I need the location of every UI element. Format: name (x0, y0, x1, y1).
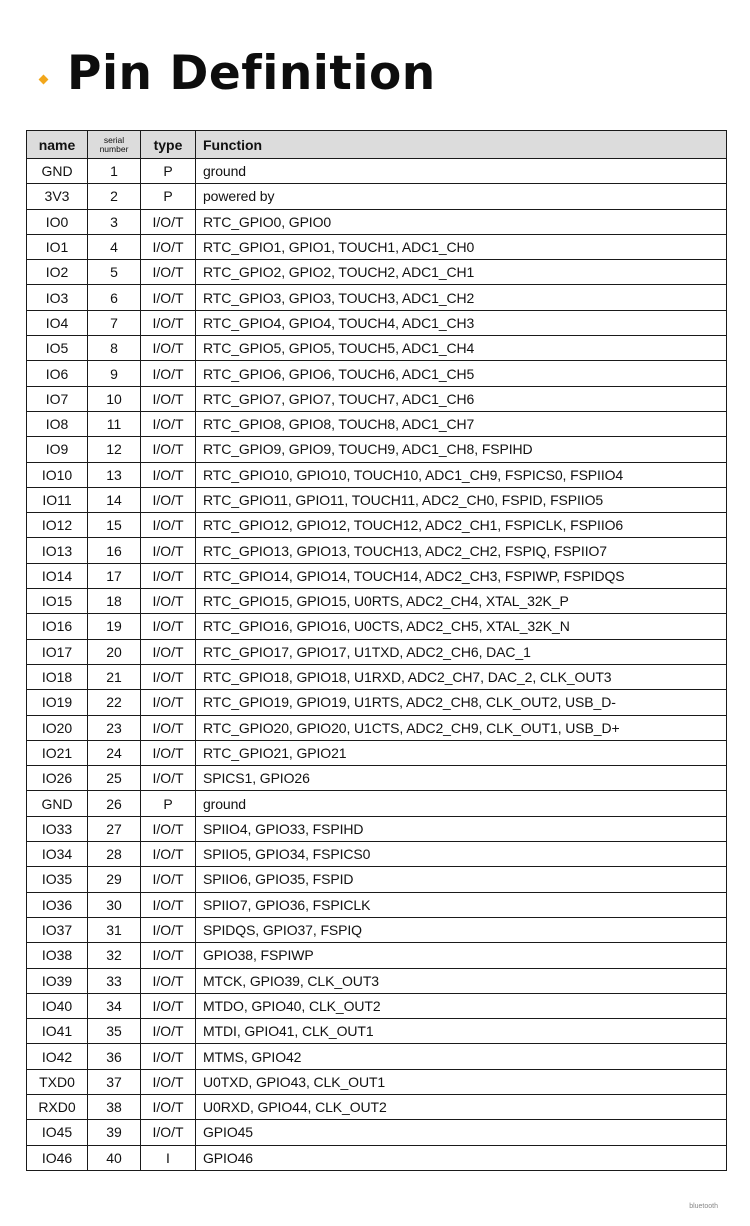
type-cell: I/O/T (141, 209, 196, 234)
header-type: type (141, 131, 196, 159)
table-row (27, 1044, 727, 1069)
table-row (27, 690, 727, 715)
header-serial-label: serial number (99, 134, 129, 154)
serial-number-cell: 21 (88, 664, 141, 689)
type-cell: I/O/T (141, 361, 196, 386)
type-cell: I/O/T (141, 487, 196, 512)
serial-number-cell: 5 (88, 260, 141, 285)
table-row (27, 209, 727, 234)
type-cell: I/O/T (141, 968, 196, 993)
table-row (27, 664, 727, 689)
table-row (27, 361, 727, 386)
table-row (27, 285, 727, 310)
table-row (27, 1094, 727, 1119)
table-row (27, 791, 727, 816)
serial-number-cell: 30 (88, 892, 141, 917)
serial-number-cell: 15 (88, 513, 141, 538)
function-cell: ground (196, 791, 727, 816)
function-cell: MTCK, GPIO39, CLK_OUT3 (196, 968, 727, 993)
type-cell: I/O/T (141, 589, 196, 614)
function-cell: RTC_GPIO18, GPIO18, U1RXD, ADC2_CH7, DAC_2, CLK_OUT3 (196, 664, 727, 689)
pin-name-cell: IO35 (27, 867, 88, 892)
type-cell: P (141, 791, 196, 816)
function-cell: SPIIO7, GPIO36, FSPICLK (196, 892, 727, 917)
table-row (27, 740, 727, 765)
function-cell: RTC_GPIO6, GPIO6, TOUCH6, ADC1_CH5 (196, 361, 727, 386)
table-row (27, 867, 727, 892)
table-row (27, 842, 727, 867)
pin-name-cell: IO14 (27, 563, 88, 588)
serial-number-cell: 6 (88, 285, 141, 310)
type-cell: I/O/T (141, 1069, 196, 1094)
table-row (27, 336, 727, 361)
type-cell: I/O/T (141, 816, 196, 841)
pin-name-cell: IO6 (27, 361, 88, 386)
serial-number-cell: 36 (88, 1044, 141, 1069)
function-cell: RTC_GPIO8, GPIO8, TOUCH8, ADC1_CH7 (196, 411, 727, 436)
function-cell: RTC_GPIO10, GPIO10, TOUCH10, ADC1_CH9, FSPICS0, FSPIIO4 (196, 462, 727, 487)
type-cell: I/O/T (141, 842, 196, 867)
table-body (27, 159, 727, 1171)
type-cell: I/O/T (141, 1094, 196, 1119)
serial-number-cell: 20 (88, 639, 141, 664)
serial-number-cell: 25 (88, 766, 141, 791)
pin-name-cell: RXD0 (27, 1094, 88, 1119)
function-cell: RTC_GPIO16, GPIO16, U0CTS, ADC2_CH5, XTAL_32K_N (196, 614, 727, 639)
function-cell: RTC_GPIO3, GPIO3, TOUCH3, ADC1_CH2 (196, 285, 727, 310)
table-header-row (27, 131, 727, 159)
function-cell: RTC_GPIO12, GPIO12, TOUCH12, ADC2_CH1, FSPICLK, FSPIIO6 (196, 513, 727, 538)
table-row (27, 1145, 727, 1170)
function-cell: RTC_GPIO11, GPIO11, TOUCH11, ADC2_CH0, FSPID, FSPIIO5 (196, 487, 727, 512)
bullet-diamond-icon (39, 74, 49, 84)
serial-number-cell: 24 (88, 740, 141, 765)
pin-name-cell: TXD0 (27, 1069, 88, 1094)
type-cell: I/O/T (141, 285, 196, 310)
pin-name-cell: IO19 (27, 690, 88, 715)
table-row (27, 993, 727, 1018)
pin-name-cell: IO12 (27, 513, 88, 538)
pin-name-cell: GND (27, 159, 88, 184)
table-row (27, 639, 727, 664)
serial-number-cell: 7 (88, 310, 141, 335)
function-cell: U0RXD, GPIO44, CLK_OUT2 (196, 1094, 727, 1119)
function-cell: U0TXD, GPIO43, CLK_OUT1 (196, 1069, 727, 1094)
function-cell: RTC_GPIO9, GPIO9, TOUCH9, ADC1_CH8, FSPIHD (196, 437, 727, 462)
table-row (27, 917, 727, 942)
pin-name-cell: IO18 (27, 664, 88, 689)
serial-number-cell: 35 (88, 1019, 141, 1044)
type-cell: I/O/T (141, 1044, 196, 1069)
type-cell: I/O/T (141, 690, 196, 715)
function-cell: RTC_GPIO19, GPIO19, U1RTS, ADC2_CH8, CLK_OUT2, USB_D- (196, 690, 727, 715)
pin-name-cell: IO38 (27, 943, 88, 968)
table-row (27, 892, 727, 917)
type-cell: I/O/T (141, 336, 196, 361)
header-serial-number (88, 131, 141, 159)
type-cell: I (141, 1145, 196, 1170)
pin-name-cell: IO17 (27, 639, 88, 664)
pin-name-cell: IO39 (27, 968, 88, 993)
pin-name-cell: IO10 (27, 462, 88, 487)
function-cell: GPIO46 (196, 1145, 727, 1170)
header-function: Function (196, 131, 727, 159)
type-cell: I/O/T (141, 614, 196, 639)
table-row (27, 943, 727, 968)
footnote: bluetooth (689, 1203, 718, 1210)
pin-name-cell: IO0 (27, 209, 88, 234)
pin-name-cell: IO36 (27, 892, 88, 917)
function-cell: SPIDQS, GPIO37, FSPIQ (196, 917, 727, 942)
serial-number-cell: 17 (88, 563, 141, 588)
pin-name-cell: IO34 (27, 842, 88, 867)
type-cell: I/O/T (141, 513, 196, 538)
type-cell: I/O/T (141, 260, 196, 285)
function-cell: MTDO, GPIO40, CLK_OUT2 (196, 993, 727, 1018)
type-cell: I/O/T (141, 740, 196, 765)
type-cell: I/O/T (141, 867, 196, 892)
pin-name-cell: IO40 (27, 993, 88, 1018)
pin-name-cell: IO26 (27, 766, 88, 791)
type-cell: I/O/T (141, 639, 196, 664)
type-cell: I/O/T (141, 766, 196, 791)
serial-number-cell: 27 (88, 816, 141, 841)
function-cell: SPIIO5, GPIO34, FSPICS0 (196, 842, 727, 867)
table-row (27, 563, 727, 588)
pin-name-cell: 3V3 (27, 184, 88, 209)
pin-name-cell: IO4 (27, 310, 88, 335)
table-row (27, 437, 727, 462)
function-cell: powered by (196, 184, 727, 209)
pin-name-cell: IO13 (27, 538, 88, 563)
serial-number-cell: 28 (88, 842, 141, 867)
type-cell: I/O/T (141, 1120, 196, 1145)
table-row (27, 386, 727, 411)
serial-number-cell: 37 (88, 1069, 141, 1094)
pin-name-cell: GND (27, 791, 88, 816)
type-cell: P (141, 159, 196, 184)
function-cell: ground (196, 159, 727, 184)
function-cell: GPIO45 (196, 1120, 727, 1145)
serial-number-cell: 12 (88, 437, 141, 462)
type-cell: I/O/T (141, 917, 196, 942)
function-cell: SPIIO6, GPIO35, FSPID (196, 867, 727, 892)
serial-number-cell: 13 (88, 462, 141, 487)
table-row (27, 310, 727, 335)
table-row (27, 766, 727, 791)
pin-name-cell: IO2 (27, 260, 88, 285)
type-cell: I/O/T (141, 563, 196, 588)
function-cell: RTC_GPIO21, GPIO21 (196, 740, 727, 765)
table-row (27, 159, 727, 184)
type-cell: I/O/T (141, 411, 196, 436)
serial-number-cell: 38 (88, 1094, 141, 1119)
type-cell: I/O/T (141, 943, 196, 968)
table-row (27, 260, 727, 285)
serial-number-cell: 40 (88, 1145, 141, 1170)
pin-name-cell: IO16 (27, 614, 88, 639)
table-row (27, 968, 727, 993)
serial-number-cell: 14 (88, 487, 141, 512)
serial-number-cell: 4 (88, 234, 141, 259)
pin-name-cell: IO15 (27, 589, 88, 614)
pin-name-cell: IO3 (27, 285, 88, 310)
type-cell: I/O/T (141, 234, 196, 259)
serial-number-cell: 2 (88, 184, 141, 209)
function-cell: RTC_GPIO7, GPIO7, TOUCH7, ADC1_CH6 (196, 386, 727, 411)
table-row (27, 816, 727, 841)
table-row (27, 184, 727, 209)
header-name: name (27, 131, 88, 159)
serial-number-cell: 3 (88, 209, 141, 234)
table-row (27, 1069, 727, 1094)
pin-definition-table (26, 130, 727, 1171)
function-cell: SPICS1, GPIO26 (196, 766, 727, 791)
function-cell: RTC_GPIO1, GPIO1, TOUCH1, ADC1_CH0 (196, 234, 727, 259)
table-row (27, 234, 727, 259)
pin-name-cell: IO7 (27, 386, 88, 411)
serial-number-cell: 8 (88, 336, 141, 361)
type-cell: I/O/T (141, 462, 196, 487)
function-cell: RTC_GPIO4, GPIO4, TOUCH4, ADC1_CH3 (196, 310, 727, 335)
pin-name-cell: IO21 (27, 740, 88, 765)
serial-number-cell: 34 (88, 993, 141, 1018)
function-cell: SPIIO4, GPIO33, FSPIHD (196, 816, 727, 841)
serial-number-cell: 22 (88, 690, 141, 715)
serial-number-cell: 32 (88, 943, 141, 968)
serial-number-cell: 1 (88, 159, 141, 184)
function-cell: RTC_GPIO14, GPIO14, TOUCH14, ADC2_CH3, FSPIWP, FSPIDQS (196, 563, 727, 588)
type-cell: I/O/T (141, 715, 196, 740)
type-cell: I/O/T (141, 993, 196, 1018)
serial-number-cell: 11 (88, 411, 141, 436)
type-cell: I/O/T (141, 1019, 196, 1044)
serial-number-cell: 16 (88, 538, 141, 563)
serial-number-cell: 29 (88, 867, 141, 892)
table-row (27, 411, 727, 436)
serial-number-cell: 33 (88, 968, 141, 993)
table-row (27, 513, 727, 538)
type-cell: I/O/T (141, 437, 196, 462)
serial-number-cell: 9 (88, 361, 141, 386)
type-cell: P (141, 184, 196, 209)
function-cell: GPIO38, FSPIWP (196, 943, 727, 968)
serial-number-cell: 39 (88, 1120, 141, 1145)
pin-name-cell: IO37 (27, 917, 88, 942)
function-cell: RTC_GPIO15, GPIO15, U0RTS, ADC2_CH4, XTAL_32K_P (196, 589, 727, 614)
type-cell: I/O/T (141, 892, 196, 917)
pin-name-cell: IO8 (27, 411, 88, 436)
table-row (27, 589, 727, 614)
function-cell: MTMS, GPIO42 (196, 1044, 727, 1069)
serial-number-cell: 31 (88, 917, 141, 942)
type-cell: I/O/T (141, 386, 196, 411)
function-cell: MTDI, GPIO41, CLK_OUT1 (196, 1019, 727, 1044)
serial-number-cell: 26 (88, 791, 141, 816)
page-heading (40, 38, 436, 108)
page-title: Pin Definition (67, 45, 436, 101)
function-cell: RTC_GPIO20, GPIO20, U1CTS, ADC2_CH9, CLK_OUT1, USB_D+ (196, 715, 727, 740)
serial-number-cell: 19 (88, 614, 141, 639)
pin-name-cell: IO33 (27, 816, 88, 841)
pin-name-cell: IO41 (27, 1019, 88, 1044)
table-row (27, 1019, 727, 1044)
table-row (27, 1120, 727, 1145)
serial-number-cell: 10 (88, 386, 141, 411)
table-row (27, 487, 727, 512)
pin-name-cell: IO1 (27, 234, 88, 259)
type-cell: I/O/T (141, 664, 196, 689)
serial-number-cell: 18 (88, 589, 141, 614)
function-cell: RTC_GPIO17, GPIO17, U1TXD, ADC2_CH6, DAC_1 (196, 639, 727, 664)
pin-table-container (26, 130, 726, 1171)
pin-name-cell: IO46 (27, 1145, 88, 1170)
pin-name-cell: IO42 (27, 1044, 88, 1069)
function-cell: RTC_GPIO2, GPIO2, TOUCH2, ADC1_CH1 (196, 260, 727, 285)
pin-name-cell: IO11 (27, 487, 88, 512)
function-cell: RTC_GPIO5, GPIO5, TOUCH5, ADC1_CH4 (196, 336, 727, 361)
pin-name-cell: IO9 (27, 437, 88, 462)
table-row (27, 538, 727, 563)
table-row (27, 715, 727, 740)
type-cell: I/O/T (141, 310, 196, 335)
pin-name-cell: IO45 (27, 1120, 88, 1145)
serial-number-cell: 23 (88, 715, 141, 740)
table-row (27, 462, 727, 487)
function-cell: RTC_GPIO0, GPIO0 (196, 209, 727, 234)
function-cell: RTC_GPIO13, GPIO13, TOUCH13, ADC2_CH2, FSPIQ, FSPIIO7 (196, 538, 727, 563)
table-row (27, 614, 727, 639)
type-cell: I/O/T (141, 538, 196, 563)
pin-name-cell: IO20 (27, 715, 88, 740)
pin-name-cell: IO5 (27, 336, 88, 361)
